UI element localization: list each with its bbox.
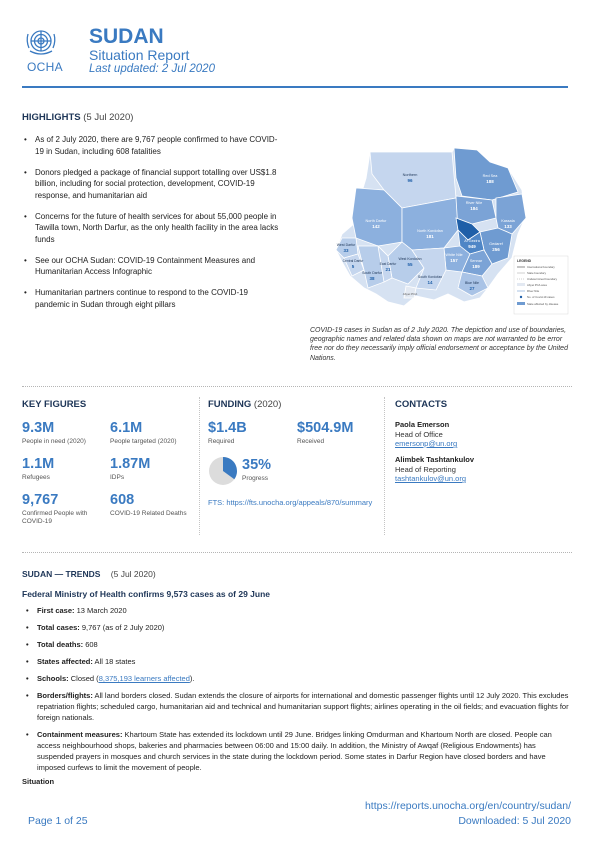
trend-item bbox=[22, 729, 572, 773]
trend-item-text: All land borders closed. Sudan extends the closure of airports for international and domestic passenger flights until 12 July 2020. This excludes repatriation flights; scheduled cargo, humanitarian aid and technical and humanitarian support flights; airlines operating in the oil fields; and evacuation flights for foreign nationals. bbox=[37, 691, 569, 722]
map-label-region: Gedaref bbox=[489, 242, 503, 246]
report-header bbox=[22, 22, 572, 88]
contact-name: Alimbek Tashtankulov bbox=[395, 455, 475, 464]
kf-refugees-value: 1.1M bbox=[22, 456, 55, 472]
map-label-value: 27 bbox=[469, 286, 475, 291]
situation-heading: Situation bbox=[22, 777, 55, 786]
report-title: SUDAN bbox=[89, 25, 164, 48]
map-label-value: 142 bbox=[372, 224, 380, 229]
map-label-region: River Nile bbox=[465, 201, 483, 205]
highlights-title: HIGHLIGHTS bbox=[22, 112, 81, 123]
header-rule bbox=[22, 86, 568, 88]
map-label-region: Red Sea bbox=[482, 174, 498, 178]
funding-title: FUNDING bbox=[208, 399, 252, 410]
trend-item bbox=[22, 690, 572, 723]
funding-progress-label: Progress bbox=[242, 475, 269, 482]
map-label-region: West Kordofan bbox=[398, 257, 422, 261]
funding-progress-pie bbox=[208, 456, 238, 486]
kf-people-targeted-label: People targeted (2020) bbox=[110, 438, 177, 445]
map-label-region: South Darfur bbox=[362, 271, 382, 275]
report-subtitle: Situation Report bbox=[89, 47, 190, 63]
kf-people-in-need-label: People in need (2020) bbox=[22, 438, 86, 445]
map-label-value: 5 bbox=[351, 264, 355, 269]
kf-refugees-label: Refugees bbox=[22, 474, 50, 481]
trend-item-tail: ). bbox=[189, 674, 195, 683]
highlight-item: • Humanitarian partners continue to respond to the COVID-19 pandemic in Sudan through eight pillars bbox=[22, 287, 284, 310]
trend-item bbox=[22, 673, 572, 684]
map-label-value: 21 bbox=[385, 267, 391, 272]
trend-item bbox=[22, 622, 572, 633]
map-label-region: Northern bbox=[402, 173, 418, 177]
trend-item-label: Total deaths: bbox=[37, 640, 84, 649]
map-label-region: North Darfur bbox=[365, 219, 387, 223]
contact-email-link[interactable]: tashtankulov@un.org bbox=[395, 474, 466, 483]
contact-name: Paola Emerson bbox=[395, 420, 450, 429]
ocha-logo-text: OCHA bbox=[27, 60, 63, 74]
map-label-region: Kassala bbox=[501, 219, 515, 223]
trend-item-label: Containment measures: bbox=[37, 730, 123, 739]
trend-item-text: 9,767 (as of 2 July 2020) bbox=[79, 623, 165, 632]
map-label-value: 38 bbox=[369, 276, 375, 281]
learners-affected-link[interactable]: 8,375,193 learners affected bbox=[98, 674, 190, 683]
trend-item-label: First case: bbox=[37, 606, 75, 615]
column-divider bbox=[384, 397, 385, 535]
contact-role: Head of Office bbox=[395, 430, 443, 439]
kf-confirmed-value: 9,767 bbox=[22, 492, 59, 508]
funding-year: (2020) bbox=[253, 399, 282, 410]
trend-item bbox=[22, 639, 572, 650]
section-divider bbox=[22, 552, 572, 553]
trend-item-text: Khartoum State has extended its lockdown until 29 June. Bridges linking Omdurman and Khartoum North are closed. People can access neighbourhood shops, bakeries and pharmacies between 06:00 and 15:00 daily. In addition, the Ministry of Awqaf (Religious Endowments) has suspended prayers in mosques and church services in the state during the lockdown period. Some states in Darfur Region have closed borders and have imposed curfews to limit the movement of people. bbox=[37, 730, 552, 772]
trend-item-text: 13 March 2020 bbox=[74, 606, 127, 615]
map-label-value: 55 bbox=[407, 262, 413, 267]
contacts-heading: CONTACTS bbox=[395, 399, 448, 410]
footer-downloaded: Downloaded: 5 Jul 2020 bbox=[458, 815, 571, 827]
map-label-value: 189 bbox=[472, 264, 480, 269]
highlights-heading bbox=[22, 112, 133, 123]
map-label-region: East Darfur bbox=[379, 262, 397, 266]
trends-heading bbox=[22, 569, 156, 579]
map-label-value: 133 bbox=[504, 224, 512, 229]
contact-role: Head of Reporting bbox=[395, 465, 456, 474]
map-legend bbox=[514, 256, 568, 314]
section-divider bbox=[22, 386, 572, 387]
map-label-value: 181 bbox=[426, 234, 434, 239]
trend-item bbox=[22, 605, 572, 616]
map-label-value: 157 bbox=[450, 258, 458, 263]
map-caption: COVID-19 cases in Sudan as of 2 July 2020. The depiction and use of boundaries, geographic names and related data shown on maps are not warranted to be error free nor do they necessarily imply official endorsement or acceptance by the United Nations. bbox=[310, 327, 568, 362]
funding-required-value: $1.4B bbox=[208, 420, 247, 436]
map-label-region: Al Gezira bbox=[464, 239, 480, 243]
last-updated: Last updated: 2 Jul 2020 bbox=[89, 63, 215, 75]
map-label-region: West Darfur bbox=[336, 243, 356, 247]
kf-people-targeted-value: 6.1M bbox=[110, 420, 143, 436]
map-label-region: Abyei PCA bbox=[402, 292, 418, 296]
map-label-value: 96 bbox=[407, 178, 413, 183]
map-label-region: Central Darfur bbox=[342, 259, 364, 263]
highlight-item: • Concerns for the future of health services for about 55,000 people in Tawilla town, North Darfur, as the only health facility in the area lacks funds bbox=[22, 211, 284, 246]
trends-title: SUDAN — TRENDS bbox=[22, 569, 101, 579]
funding-heading bbox=[208, 399, 281, 410]
legend-item: No. of Covid-19 cases bbox=[527, 295, 555, 299]
legend-item: Undetermined boundary bbox=[527, 277, 558, 281]
map-label-value: 14 bbox=[427, 280, 433, 285]
footer-page-number: Page 1 of 25 bbox=[28, 815, 88, 827]
legend-item: Abyei PCA area bbox=[527, 283, 547, 287]
map-label-region: Blue Nile bbox=[464, 281, 480, 285]
highlight-item: • As of 2 July 2020, there are 9,767 people confirmed to have COVID-19 in Sudan, including 608 fatalities bbox=[22, 134, 284, 157]
trend-item-label: Schools: bbox=[37, 674, 69, 683]
key-figures-heading: KEY FIGURES bbox=[22, 399, 87, 410]
trend-item-label: States affected: bbox=[37, 657, 93, 666]
map-label-region: South Kordofan bbox=[417, 275, 443, 279]
kf-deaths-label: COVID-19 Related Deaths bbox=[110, 510, 187, 517]
highlights-list bbox=[22, 134, 284, 320]
kf-confirmed-label: Confirmed People with COVID-19 bbox=[22, 510, 88, 525]
legend-title: LEGEND bbox=[517, 259, 532, 263]
map-label-region: White Nile bbox=[445, 253, 463, 257]
fts-link[interactable]: FTS: https://fts.unocha.org/appeals/870/summary bbox=[208, 498, 373, 507]
map-label-region: North Kordofan bbox=[417, 229, 443, 233]
trends-list bbox=[22, 605, 572, 779]
trend-item-text: 608 bbox=[83, 640, 98, 649]
map-label-value: 949 bbox=[468, 244, 476, 249]
trend-item bbox=[22, 656, 572, 667]
kf-deaths-value: 608 bbox=[110, 492, 135, 508]
map-label-region: Sennar bbox=[469, 259, 483, 263]
highlight-item: • Donors pledged a package of financial support totalling over US$1.8 billion, including for social protection, development, COVID-19 response, and humanitarian aid bbox=[22, 167, 284, 202]
trend-item-label: Borders/flights: bbox=[37, 691, 93, 700]
legend-item: State affected by disease bbox=[527, 302, 559, 306]
legend-item: State boundary bbox=[527, 271, 546, 275]
kf-idps-label: IDPs bbox=[110, 474, 125, 481]
highlights-date: (5 Jul 2020) bbox=[83, 112, 134, 123]
map-label-value: 256 bbox=[492, 247, 500, 252]
kf-idps-value: 1.87M bbox=[110, 456, 151, 472]
kf-people-in-need-value: 9.3M bbox=[22, 420, 55, 436]
map-label-value: 188 bbox=[486, 179, 494, 184]
covid-map bbox=[312, 138, 570, 318]
funding-progress-value: 35% bbox=[242, 457, 272, 473]
legend-item: River Nile bbox=[527, 289, 540, 293]
trend-item-label: Total cases: bbox=[37, 623, 80, 632]
map-label-value: 33 bbox=[343, 248, 349, 253]
column-divider bbox=[199, 397, 200, 535]
trends-date: (5 Jul 2020) bbox=[110, 569, 156, 579]
funding-required-label: Required bbox=[208, 438, 235, 445]
trend-item-text: All 18 states bbox=[92, 657, 136, 666]
highlight-item[interactable]: • See our OCHA Sudan: COVID-19 Containment Measures and Humanitarian Access Infographic bbox=[22, 255, 284, 278]
funding-received-value: $504.9M bbox=[297, 420, 354, 436]
trends-headline: Federal Ministry of Health confirms 9,573 cases as of 29 June bbox=[22, 589, 271, 599]
legend-item: International boundary bbox=[527, 265, 555, 269]
map-label-value: 184 bbox=[470, 206, 478, 211]
footer-url-link[interactable]: https://reports.unocha.org/en/country/sudan/ bbox=[364, 800, 571, 812]
funding-received-label: Received bbox=[297, 438, 325, 445]
trend-item-text: Closed ( bbox=[68, 674, 99, 683]
contact-email-link[interactable]: emersonp@un.org bbox=[395, 439, 458, 448]
